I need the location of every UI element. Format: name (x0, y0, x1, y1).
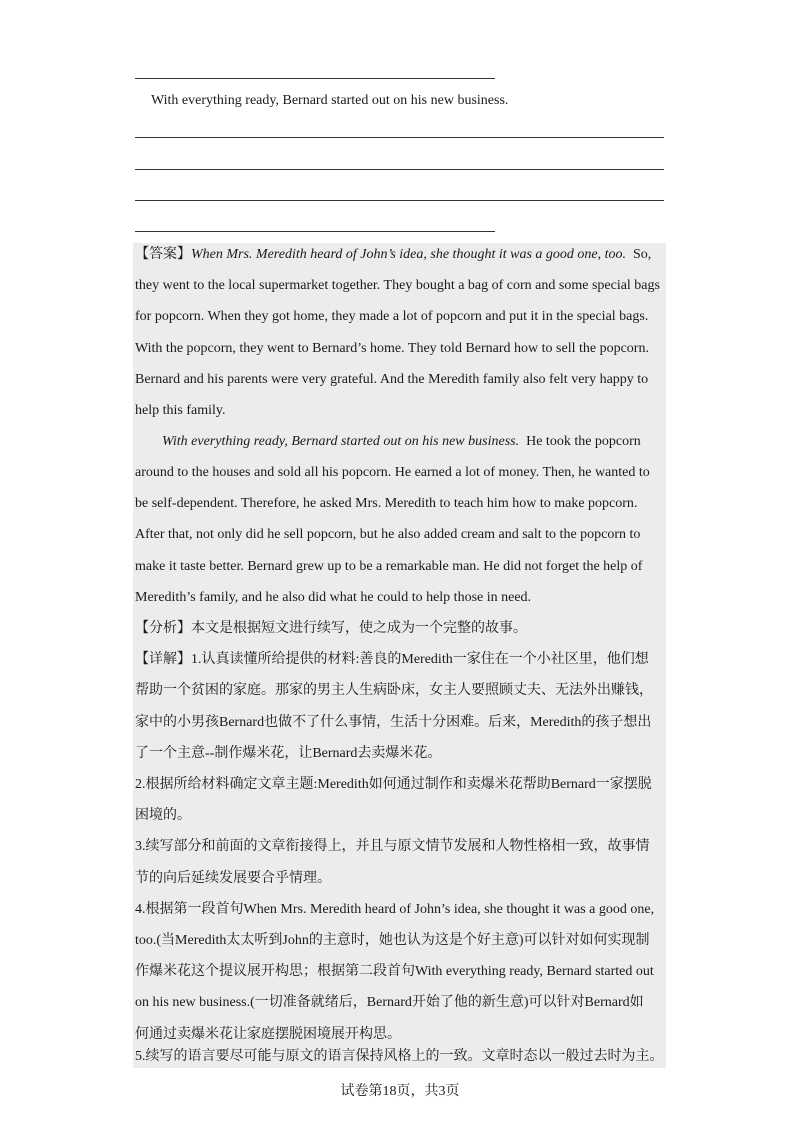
detail-line-5: 2.根据所给材料确定文章主题:Meredith如何通过制作和卖爆米花帮助Bernard一家摆脱 (135, 777, 652, 792)
p1-italic-opening: When Mrs. Meredith heard of John’s idea, she thought it was a good one, too. (191, 247, 626, 262)
answer-line-p1-6: help this family. (135, 403, 226, 418)
detail-line-1: 【详解】1.认真读懂所给提供的材料:善良的Meredith一家住在一个小社区里，他们想 (135, 652, 649, 667)
detail-line-13: 何通过卖爆米花让家庭摆脱困境展开构思。 (135, 1027, 401, 1042)
detail-line-9: 4.根据第一段首句When Mrs. Meredith heard of John’s idea, she thought it was a good one, (135, 902, 655, 917)
analysis-line: 【分析】本文是根据短文进行续写，使之成为一个完整的故事。 (135, 621, 527, 636)
answer-line-p2-3: be self-dependent. Therefore, he asked Mrs. Meredith to teach him how to make popcorn. (135, 496, 638, 511)
answer-line-top (135, 78, 495, 79)
detail-line-10: too.(当Meredith太太听到John的主意时，她也认为这是个好主意)可以针对如何实现制 (135, 933, 650, 948)
detail-line-4: 了一个主意--制作爆米花，让Bernard去卖爆米花。 (135, 746, 442, 761)
detail-label: 【详解】 (135, 652, 191, 667)
answer-line-p1-5: Bernard and his parents were very grateful. And the Meredith family also felt very happy to (135, 372, 649, 387)
answer-line-1 (135, 137, 664, 138)
prompt-sentence: With everything ready, Bernard started out on his new business. (151, 93, 509, 108)
p2-italic-opening: With everything ready, Bernard started out on his new business. (162, 434, 520, 449)
detail-line-3: 家中的小男孩Bernard也做不了什么事情，生活十分困难。后来，Meredith的孩子想出 (135, 715, 652, 730)
detail-line-11: 作爆米花这个提议展开构思；根据第二段首句With everything ready, Bernard started out (135, 964, 654, 979)
answer-line-p2-2: around to the houses and sold all his popcorn. He earned a lot of money. Then, he wanted to (135, 465, 650, 480)
answer-line-3 (135, 200, 664, 201)
detail-line-14: 5.续写的语言要尽可能与原文的语言保持风格上的一致。文章时态以一般过去时为主。 (135, 1049, 664, 1064)
page-footer: 试卷第18页，共3页 (340, 1084, 460, 1099)
answer-label: 【答案】 (135, 247, 191, 262)
answer-line-p2-6: Meredith’s family, and he also did what he could to help those in need. (135, 590, 532, 605)
answer-line-2 (135, 169, 664, 170)
detail-line-12: on his new business.(一切准备就绪后，Bernard开始了他的新生意)可以针对Bernard如 (135, 995, 644, 1010)
answer-line-p1-4: With the popcorn, they went to Bernard’s home. They told Bernard how to sell the popcorn. (135, 341, 649, 356)
detail-line-6: 困境的。 (135, 808, 191, 823)
answer-line-p2-4: After that, not only did he sell popcorn, but he also added cream and salt to the popcorn to (135, 527, 641, 542)
answer-line-p1-3: for popcorn. When they got home, they made a lot of popcorn and put it in the special bags. (135, 309, 649, 324)
detail-line-2: 帮助一个贫困的家庭。那家的男主人生病卧床，女主人要照顾丈夫、无法外出赚钱， (135, 683, 653, 698)
answer-line-4 (135, 231, 495, 232)
answer-line-p1-1: 【答案】When Mrs. Meredith heard of John’s idea, she thought it was a good one, too. So, (135, 247, 652, 262)
answer-line-p2-5: make it taste better. Bernard grew up to be a remarkable man. He did not forget the help of (135, 559, 643, 574)
answer-line-p1-2: they went to the local supermarket together. They bought a bag of corn and some special bags (135, 278, 660, 293)
detail-line-7: 3.续写部分和前面的文章衔接得上，并且与原文情节发展和人物性格相一致，故事情 (135, 839, 650, 854)
answer-line-p2-1: With everything ready, Bernard started out on his new business. He took the popcorn (162, 434, 641, 449)
detail-line-8: 节的向后延续发展要合乎情理。 (135, 871, 331, 886)
analysis-label: 【分析】 (135, 621, 191, 636)
